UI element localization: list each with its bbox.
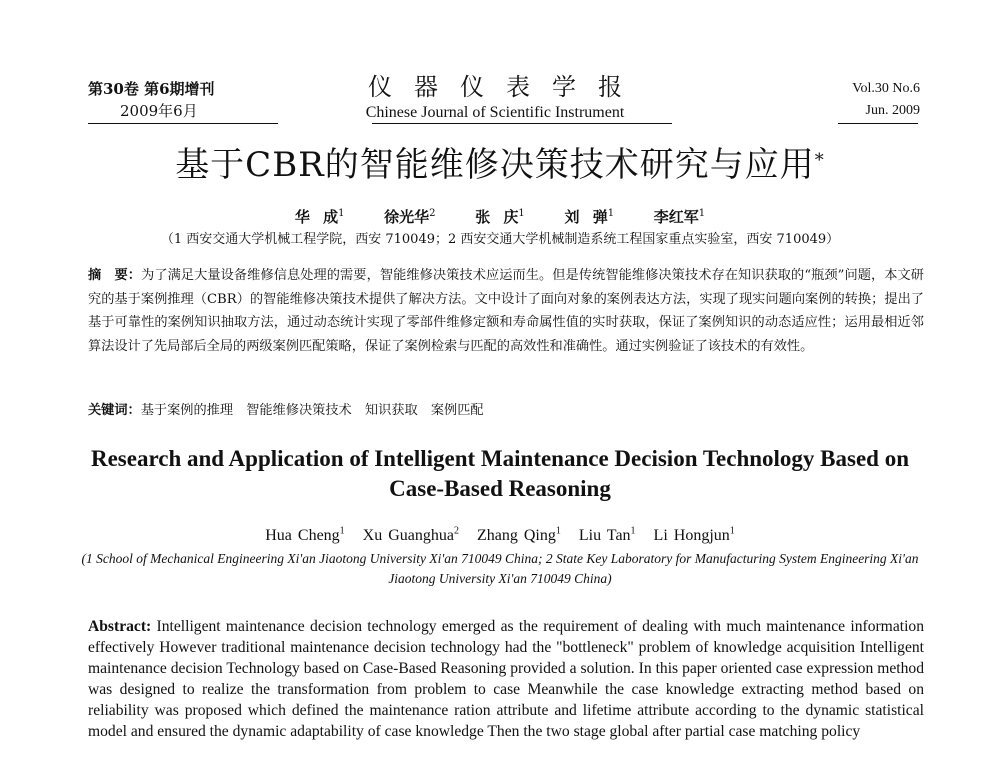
author-en: Xu Guanghua$^2$ — [362, 526, 459, 545]
paper-title-cn-text: 基于CBR的智能维修决策技术研究与应用 — [175, 145, 815, 185]
header-rule-center — [372, 123, 672, 124]
date-cn: 2009年6月 — [120, 102, 198, 120]
author-cn: 华 成$^1$ — [294, 208, 345, 226]
paper-title-en: Research and Application of Intelligent Maintenance Decision Technology Based on Case-Based Reasoning — [90, 446, 910, 501]
abstract-en-text: Intelligent maintenance decision technology emerged as the requirement of dealing with much maintenance information effectively However traditional maintenance decision technology had the "bottleneck" problem of knowledge acquisition Intelligent maintenance decision Technology based on Case-Based Reasoning provided a solution. In this paper oriented case expression method was designed to realize the transformation from problem to case Meanwhile the case knowledge extracting method based on reliability was proposed which defined the maintenance ration attribute and lifetime attribute according to the dynamic statistical model and ensured the dynamic adaptability of case knowledge Then the two stage global after partial case matching policy — [88, 618, 924, 740]
author-en: Li Hongjun$^1$ — [653, 526, 735, 545]
journal-name-en: Chinese Journal of Scientific Instrument — [365, 104, 625, 121]
keywords-cn-text: 基于案例的推理 智能维修决策技术 知识获取 案例匹配 — [140, 403, 484, 418]
author-en: Hua Cheng$^1$ — [265, 526, 345, 545]
volume-issue-cn: 第30卷 第6期增刊 — [88, 80, 215, 98]
keywords-cn-label: 关键词： — [88, 403, 141, 418]
header-rule-right — [838, 123, 918, 124]
volume-issue-en: Vol.30 No.6 — [852, 81, 920, 96]
author-cn: 张 庆$^1$ — [475, 208, 525, 226]
author-en: Zhang Qing$^1$ — [476, 526, 561, 545]
affiliation-en: (1 School of Mechanical Engineering Xi'an Jiaotong University Xi'an 710049 China; 2 State Key Laboratory for Manufacturing System Engineering Xi'an Jiaotong University Xi'an 710049 China) — [81, 551, 919, 586]
author-cn: 刘 弹$^1$ — [564, 208, 615, 226]
abstract-cn-text: 为了满足大量设备维修信息处理的需要，智能维修决策技术应运而生。但是传统智能维修决策技术存在知识获取的“瓶颈”问题，本文研究的基于案例推理（CBR）的智能维修决策技术提供了解决方法。文中设计了面向对象的案例表达方法，实现了现实问题向案例的转换；提出了基于可靠性的案例知识抽取方法，通过动态统计实现了零部件维修定额和寿命属性值的实时获取，保证了案例知识的动态适应性；运用最相近邻算法设计了先局部后全局的两级案例匹配策略，保证了案例检索与匹配的高效性和准确性。通过实例验证了该技术的有效性。 — [88, 268, 924, 354]
author-cn: 徐光华$^2$ — [384, 208, 436, 226]
journal-issue-info-cn — [88, 78, 288, 122]
abstract-en — [88, 616, 924, 760]
author-list-cn — [100, 203, 900, 228]
journal-issue-info-en — [820, 78, 920, 122]
author-en: Liu Tan$^1$ — [578, 526, 636, 545]
journal-name-cn: 仪器仪表学报 — [368, 73, 644, 101]
author-cn: 李红军$^1$ — [653, 208, 706, 226]
keywords-cn — [88, 400, 924, 422]
author-list-en — [100, 521, 900, 547]
abstract-cn — [88, 264, 924, 358]
abstract-en-label: Abstract: — [88, 618, 152, 635]
header-rule-left — [88, 123, 278, 124]
affiliation-cn: （1 西安交通大学机械工程学院，西安 710049；2 西安交通大学机械制造系统工程国家重点实验室，西安 710049） — [160, 232, 840, 247]
date-en: Jun. 2009 — [865, 103, 920, 118]
title-footnote-mark: * — [814, 150, 825, 171]
paper-title-cn — [40, 140, 960, 190]
journal-name — [330, 72, 660, 124]
abstract-cn-label: 摘 要： — [88, 268, 142, 283]
